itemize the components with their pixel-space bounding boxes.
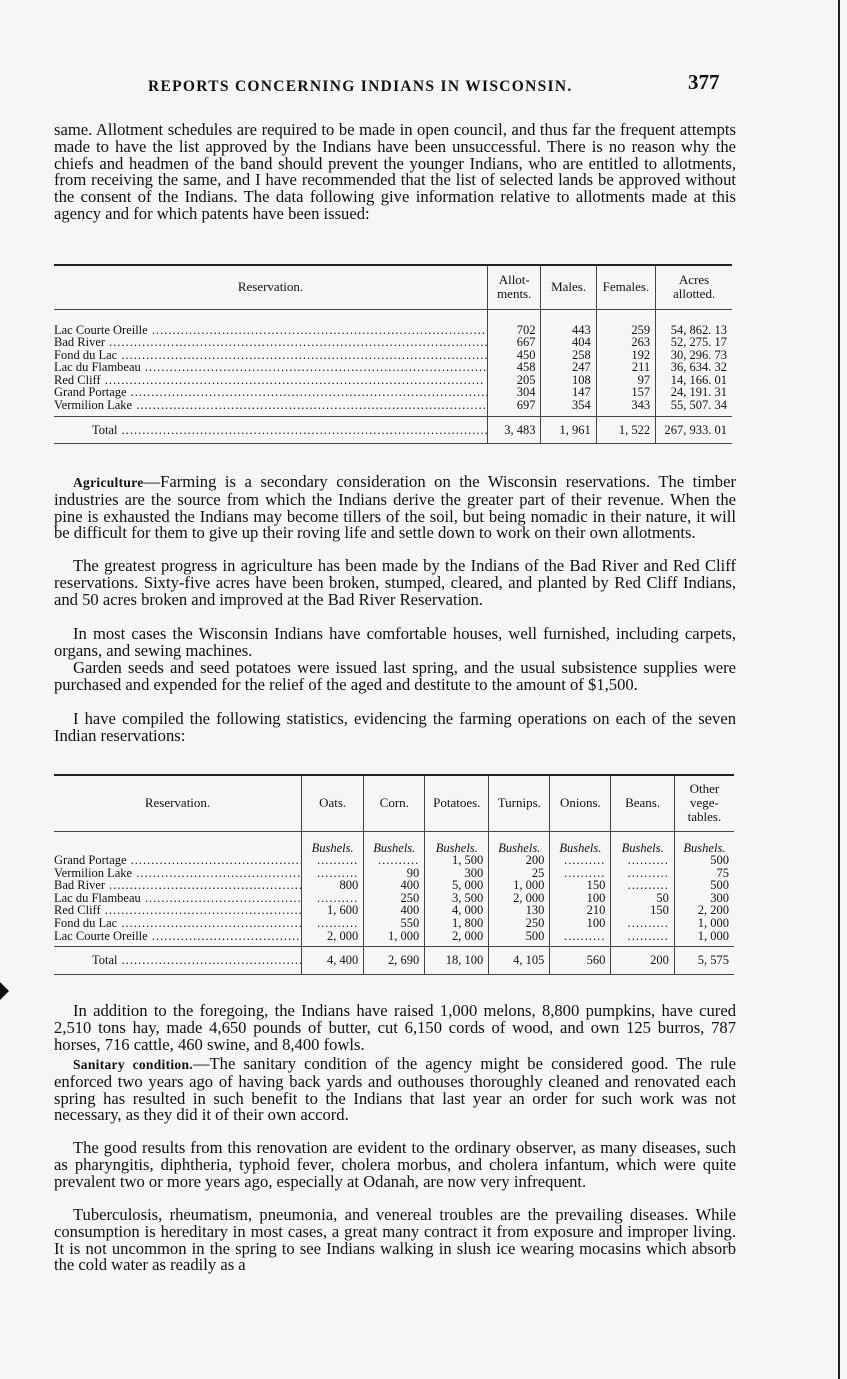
value-cell: 100: [550, 892, 611, 905]
column-header: Males.: [541, 265, 596, 309]
table-row: [54, 336, 732, 349]
reservation-label: Lac Courte Oreille .....: [54, 930, 302, 943]
agriculture-text: —Farming is a secondary consideration on the Wisconsin reservations. The timber industries are the source from which the Indians derive the greater part of their revenue. When the pine is exhausted the Indians may become tillers of the soil, but being nomadic in their nature, it will be difficult for them to give up their roving life and settle down to work on their own allotments.: [54, 472, 736, 543]
value-cell: 205: [488, 374, 541, 387]
table-header-row: [54, 265, 732, 309]
total-row: [54, 416, 732, 444]
page-number: 377: [688, 70, 720, 94]
value-cell: 14, 166. 01: [656, 374, 732, 387]
value-cell: ..........: [302, 867, 364, 880]
total-label: Total .....: [92, 953, 302, 967]
value-cell: 458: [488, 361, 541, 374]
value-cell: 210: [550, 904, 611, 917]
value-cell: 404: [541, 336, 596, 349]
unit-row: [54, 831, 734, 854]
value-cell: 211: [596, 361, 655, 374]
total-value: 560: [550, 947, 611, 975]
value-cell: 800: [302, 879, 364, 892]
total-value: 4, 400: [302, 947, 364, 975]
value-cell: ..........: [611, 930, 675, 947]
value-cell: 90: [364, 867, 425, 880]
value-cell: ..........: [550, 867, 611, 880]
value-cell: 443: [541, 309, 596, 336]
column-header: Beans.: [611, 775, 675, 831]
reservation-name: [54, 930, 302, 947]
table-row: [54, 892, 734, 905]
reservation-name: [54, 892, 302, 905]
total-value: 267, 933. 01: [656, 416, 732, 444]
value-cell: 50: [611, 892, 675, 905]
reservation-label: Bad River .....: [54, 879, 302, 892]
value-cell: 97: [596, 374, 655, 387]
value-cell: 702: [488, 309, 541, 336]
value-cell: ..........: [302, 917, 364, 930]
reservation-name: [54, 879, 302, 892]
value-cell: 5, 000: [425, 879, 489, 892]
value-cell: 1, 800: [425, 917, 489, 930]
value-cell: 258: [541, 349, 596, 362]
table-header-row: [54, 775, 734, 831]
value-cell: 500: [674, 854, 734, 867]
addition-paragraph: In addition to the foregoing, the Indians have raised 1,000 melons, 8,800 pumpkins, have cured 2,510 tons hay, made 4,650 pounds of butter, cut 6,150 cords of wood, and own 125 burros, 787 horses, 716 cattle, 460 swine, and 8,400 fowls.: [54, 1001, 736, 1054]
total-label: Total .....: [92, 423, 488, 437]
column-header: Other vege- tables.: [674, 775, 734, 831]
reservation-label: Vermilion Lake .....: [54, 867, 302, 880]
value-cell: 1, 000: [674, 917, 734, 930]
value-cell: 30, 296. 73: [656, 349, 732, 362]
table-row: [54, 399, 732, 416]
value-cell: 2, 000: [489, 892, 550, 905]
total-value: 200: [611, 947, 675, 975]
running-header: REPORTS CONCERNING INDIANS IN WISCONSIN.: [148, 78, 573, 95]
renovation-paragraph: The good results from this renovation are evident to the ordinary observer, as many diseases, such as pharyngitis, diphtheria, typhoid fever, cholera morbus, and cholera infantum, which were quite prevalent two or more years ago, especially at Odanah, are now very infrequent.: [54, 1138, 736, 1191]
sanitary-text: —The sanitary condition of the agency might be considered good. The rule enforced two years ago of having back yards and outhouses thoroughly cleaned and renovated each spring has resulted in such benefit to the Indians that last year an order for such work was not necessary, as they did it of their own accord.: [54, 1054, 736, 1125]
unit-label: Bushels.: [425, 831, 489, 854]
value-cell: 2, 000: [302, 930, 364, 947]
reservation-label: Vermilion Lake .....: [54, 399, 488, 412]
value-cell: 247: [541, 361, 596, 374]
unit-label: Bushels.: [611, 831, 675, 854]
page-edge-line: [838, 0, 840, 1379]
value-cell: 1, 000: [674, 930, 734, 947]
value-cell: 2, 200: [674, 904, 734, 917]
farming-table: [54, 774, 734, 975]
unit-label: Bushels.: [550, 831, 611, 854]
value-cell: 250: [364, 892, 425, 905]
reservation-label: Grand Portage .....: [54, 386, 488, 399]
allotments-table: [54, 264, 732, 444]
value-cell: 4, 000: [425, 904, 489, 917]
seeds-paragraph: Garden seeds and seed potatoes were issued last spring, and the usual subsistence supplies were purchased and expended for the relief of the aged and destitute to the amount of $1,500.: [54, 658, 736, 694]
total-value: 5, 575: [674, 947, 734, 975]
sanitary-lead: Sanitary condition.: [73, 1057, 193, 1072]
value-cell: ..........: [550, 930, 611, 947]
value-cell: 200: [489, 854, 550, 867]
table-row: [54, 386, 732, 399]
statistics-paragraph: I have compiled the following statistics, evidencing the farming operations on each of the seven Indian reservations:: [54, 709, 736, 745]
progress-paragraph: The greatest progress in agriculture has been made by the Indians of the Bad River and Red Cliff reservations. Sixty-five acres have been broken, stumped, cleared, and planted by Red Cliff Indians, and 50 acres broken and improved at the Bad River Reservation.: [54, 556, 736, 609]
total-row: [54, 947, 734, 975]
value-cell: 108: [541, 374, 596, 387]
value-cell: 55, 507. 34: [656, 399, 732, 416]
diseases-paragraph: Tuberculosis, rheumatism, pneumonia, and venereal troubles are the prevailing diseases. While consumption is hereditary in most cases, a great many contract it from exposure and improper living. It is not uncommon in the spring to see Indians walking in slush ice wearing mocasins which absorb the cold water as readily as a: [54, 1205, 736, 1275]
column-header: Potatoes.: [425, 775, 489, 831]
value-cell: 304: [488, 386, 541, 399]
value-cell: 157: [596, 386, 655, 399]
value-cell: 36, 634. 32: [656, 361, 732, 374]
column-header: Acres allotted.: [656, 265, 732, 309]
reservation-name: [54, 904, 302, 917]
value-cell: 24, 191. 31: [656, 386, 732, 399]
reservation-name: [54, 361, 488, 374]
value-cell: 2, 000: [425, 930, 489, 947]
unit-label: Bushels.: [302, 831, 364, 854]
value-cell: 450: [488, 349, 541, 362]
reservation-name: [54, 374, 488, 387]
unit-label: Bushels.: [489, 831, 550, 854]
column-header: Corn.: [364, 775, 425, 831]
reservation-label: Bad River .....: [54, 336, 488, 349]
value-cell: 400: [364, 879, 425, 892]
column-header: Reservation.: [54, 265, 488, 309]
value-cell: 354: [541, 399, 596, 416]
reservation-label: Lac du Flambeau .....: [54, 361, 488, 374]
value-cell: 147: [541, 386, 596, 399]
value-cell: 400: [364, 904, 425, 917]
value-cell: ..........: [611, 867, 675, 880]
reservation-name: [54, 917, 302, 930]
unit-label: Bushels.: [674, 831, 734, 854]
reservation-name: [54, 309, 488, 336]
column-header: Females.: [596, 265, 655, 309]
column-header: Oats.: [302, 775, 364, 831]
column-header: Onions.: [550, 775, 611, 831]
table-row: [54, 349, 732, 362]
margin-arrow-icon: [0, 982, 9, 1000]
total-value: 1, 961: [541, 416, 596, 444]
total-value: 4, 105: [489, 947, 550, 975]
value-cell: 3, 500: [425, 892, 489, 905]
value-cell: 300: [674, 892, 734, 905]
value-cell: 130: [489, 904, 550, 917]
value-cell: ..........: [550, 854, 611, 867]
value-cell: 1, 500: [425, 854, 489, 867]
value-cell: ..........: [611, 854, 675, 867]
value-cell: 500: [489, 930, 550, 947]
houses-paragraph: In most cases the Wisconsin Indians have comfortable houses, well furnished, including carpets, organs, and sewing machines.: [54, 624, 736, 660]
total-value: 1, 522: [596, 416, 655, 444]
reservation-name: [54, 854, 302, 867]
value-cell: 300: [425, 867, 489, 880]
unit-label: Bushels.: [364, 831, 425, 854]
value-cell: 1, 000: [489, 879, 550, 892]
table-row: [54, 879, 734, 892]
value-cell: 667: [488, 336, 541, 349]
value-cell: 1, 000: [364, 930, 425, 947]
value-cell: 343: [596, 399, 655, 416]
agriculture-paragraph: [54, 474, 736, 542]
value-cell: 100: [550, 917, 611, 930]
sanitary-paragraph: [54, 1056, 736, 1124]
reservation-label: Red Cliff .....: [54, 374, 484, 387]
reservation-label: Fond du Lac .....: [54, 349, 488, 362]
table-row: [54, 309, 732, 336]
total-value: 3, 483: [488, 416, 541, 444]
reservation-label: Lac Courte Oreille .....: [54, 323, 488, 337]
total-value: 2, 690: [364, 947, 425, 975]
reservation-label: Lac du Flambeau .....: [54, 892, 302, 905]
table-row: [54, 930, 734, 947]
column-header: Reservation.: [54, 775, 302, 831]
value-cell: 52, 275. 17: [656, 336, 732, 349]
value-cell: 192: [596, 349, 655, 362]
value-cell: 1, 600: [302, 904, 364, 917]
value-cell: ..........: [611, 879, 675, 892]
value-cell: 259: [596, 309, 655, 336]
column-header: Allot- ments.: [488, 265, 541, 309]
reservation-name: [54, 867, 302, 880]
value-cell: ..........: [364, 854, 425, 867]
reservation-name: [54, 336, 488, 349]
value-cell: ..........: [611, 917, 675, 930]
reservation-label: Fond du Lac .....: [54, 917, 302, 930]
value-cell: 263: [596, 336, 655, 349]
reservation-name: [54, 386, 488, 399]
value-cell: 54, 862. 13: [656, 309, 732, 336]
reservation-label: Grand Portage .....: [54, 854, 302, 867]
value-cell: ..........: [302, 854, 364, 867]
value-cell: 75: [674, 867, 734, 880]
value-cell: ..........: [302, 892, 364, 905]
value-cell: 250: [489, 917, 550, 930]
value-cell: 25: [489, 867, 550, 880]
intro-paragraph: same. Allotment schedules are required to be made in open council, and thus far the frequent attempts made to have the list approved by the Indians have been unsuccessful. There is no reason why the chiefs and headmen of the band should prevent the younger Indians, who are entitled to allotments, from receiving the same, and I have recommended that the list of selected lands be approved without the consent of the Indians. The data following give information relative to allotments made at this agency and for which patents have been issued:: [54, 120, 736, 223]
value-cell: 150: [611, 904, 675, 917]
value-cell: 697: [488, 399, 541, 416]
value-cell: 150: [550, 879, 611, 892]
reservation-name: [54, 349, 488, 362]
total-value: 18, 100: [425, 947, 489, 975]
table-row: [54, 374, 732, 387]
table-row: [54, 361, 732, 374]
reservation-label: Red Cliff .....: [54, 904, 302, 917]
value-cell: 500: [674, 879, 734, 892]
agriculture-lead: Agriculture: [73, 475, 144, 490]
column-header: Turnips.: [489, 775, 550, 831]
reservation-name: [54, 399, 488, 416]
value-cell: 550: [364, 917, 425, 930]
